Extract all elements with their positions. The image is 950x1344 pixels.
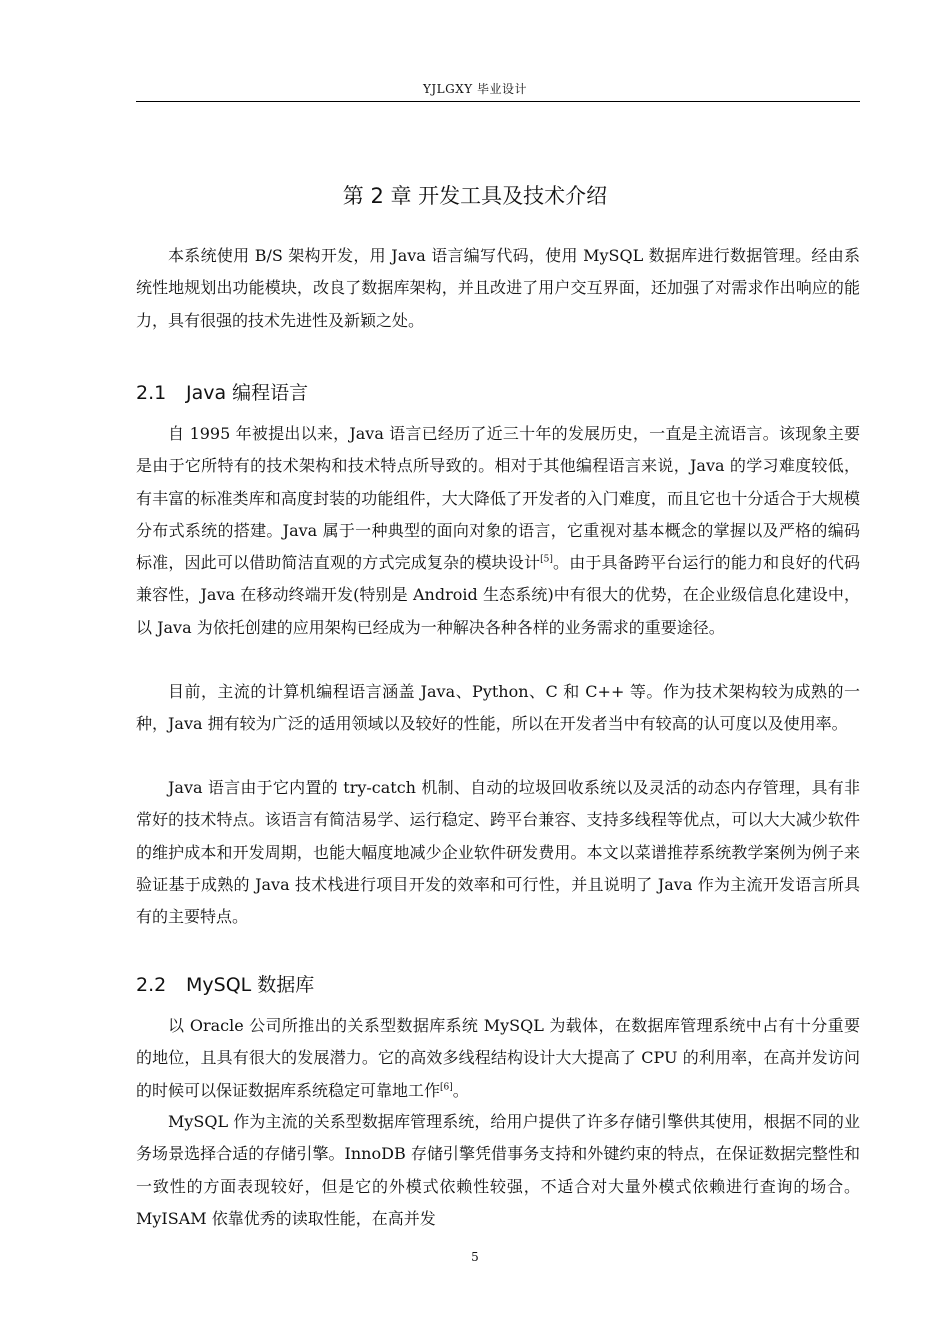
page-number: 5	[471, 1250, 479, 1264]
section-heading-mysql	[136, 970, 314, 997]
chapter-title: 第 2 章 开发工具及技术介绍	[342, 184, 608, 208]
section-title-text: Java 编程语言	[186, 382, 309, 404]
section-heading-java	[136, 378, 308, 405]
paragraph-text: 自 1995 年被提出以来，Java 语言已经历了近三十年的发展历史，一直是主流语言。该现象主要是由于它所特有的技术架构和技术特点所导致的。相对于其他编程语言来说，Java 的学习难度较低，有丰富的标准类库和高度封装的功能组件，大大降低了开发者的入门难度，而且它也十分适合于大规模分布式系统的搭建。Java 属于一种典型的面向对象的语言，它重视对基本概念的掌握以及严格的编码标准，因此可以借助简洁直观的方式完成复杂的模块设计	[136, 424, 860, 573]
java-paragraph-2: 目前，主流的计算机编程语言涵盖 Java、Python、C 和 C++ 等。作为技术架构较为成熟的一种，Java 拥有较为广泛的适用领域以及较好的性能，所以在开发者当中有较高的认可度以及使用率。	[136, 682, 860, 734]
citation-ref: [5]	[540, 554, 553, 565]
java-paragraph-3: Java 语言由于它内置的 try-catch 机制、自动的垃圾回收系统以及灵活的动态内存管理，具有非常好的技术特点。该语言有简洁易学、运行稳定、跨平台兼容、支持多线程等优点，可以大大减少软件的维护成本和开发周期，也能大幅度地减少企业软件研发费用。本文以菜谱推荐系统教学案例为例子来验证基于成熟的 Java 技术栈进行项目开发的效率和可行性，并且说明了 Java 作为主流开发语言所具有的主要特点。	[136, 778, 860, 927]
paragraph-text: 。	[452, 1080, 469, 1100]
section-number: 2.2	[136, 974, 167, 996]
header-rule	[136, 101, 860, 102]
mysql-paragraph-2: MySQL 作为主流的关系型数据库管理系统，给用户提供了许多存储引擎供其使用，根据不同的业务场景选择合适的存储引擎。InnoDB 存储引擎凭借事务支持和外键约束的特点，在保证数据完整性和一致性的方面表现较好，但是它的外模式依赖性较强，不适合对大量外模式依赖进行查询的场合。MyISAM 依靠优秀的读取性能，在高并发	[136, 1112, 860, 1228]
running-header: YJLGXY 毕业设计	[422, 82, 528, 96]
paragraph-text: 以 Oracle 公司所推出的关系型数据库系统 MySQL 为载体，在数据库管理系统中占有十分重要的地位，且具有很大的发展潜力。它的高效多线程结构设计大大提高了 CPU 的利用率，在高并发访问的时候可以保证数据库系统稳定可靠地工作	[136, 1016, 860, 1100]
intro-paragraph: 本系统使用 B/S 架构开发，用 Java 语言编写代码，使用 MySQL 数据库进行数据管理。经由系统性地规划出功能模块，改良了数据库架构，并且改进了用户交互界面，还加强了对需求作出响应的能力，具有很强的技术先进性及新颖之处。	[136, 246, 860, 330]
mysql-paragraph-1	[136, 1010, 860, 1107]
section-title-text: MySQL 数据库	[186, 974, 315, 996]
paragraph-text: 。由于具备跨平台运行的能力和良好的代码兼容性，Java 在移动终端开发(特别是 Android 生态系统)中有很大的优势，在企业级信息化建设中，以 Java 为依托创建的应用架构已经成为一种解决各种各样的业务需求的重要途径。	[136, 553, 860, 637]
java-paragraph-1	[136, 418, 860, 644]
section-number: 2.1	[136, 382, 167, 404]
citation-ref: [6]	[440, 1082, 453, 1093]
